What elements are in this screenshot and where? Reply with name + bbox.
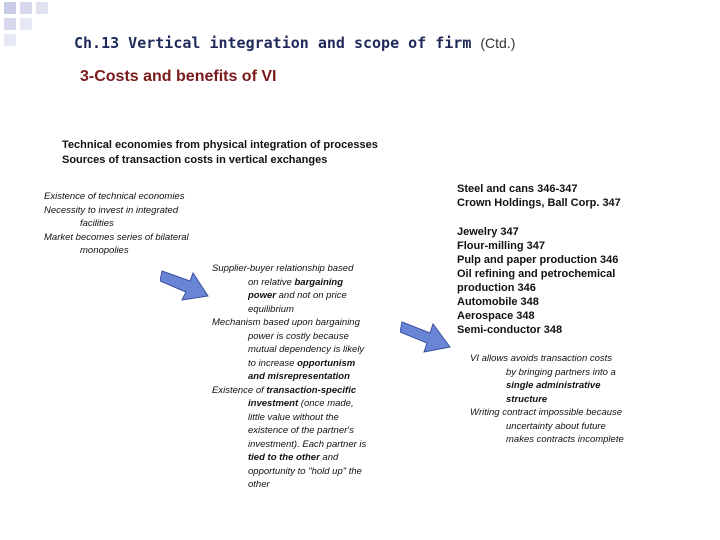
list-item: Automobile 348 — [457, 296, 539, 308]
text-run: transaction-specific — [266, 384, 357, 396]
text-line: little value without the — [248, 411, 339, 423]
list-item: production 346 — [457, 282, 536, 294]
arrow-icon — [160, 262, 210, 302]
text-line: Necessity to invest in integrated — [44, 204, 179, 216]
list-item: Flour-milling 347 — [457, 240, 546, 252]
text-line: Market becomes series of bilateral — [44, 231, 189, 243]
text-run: on relative — [248, 276, 295, 288]
text-line: power is costly because — [248, 330, 349, 342]
text-run: tied to the other — [248, 452, 320, 463]
text-run: investment — [248, 398, 299, 409]
technical-economies-block — [44, 190, 244, 258]
text-line — [212, 357, 392, 371]
text-line — [212, 451, 392, 465]
list-item: Crown Holdings, Ball Corp. 347 — [457, 197, 621, 209]
industry-examples-list — [457, 182, 687, 337]
text-line: structure — [506, 393, 548, 405]
text-run: and not on price — [275, 290, 347, 301]
page-title — [74, 34, 515, 52]
text-line: Supplier-buyer relationship based — [212, 263, 354, 274]
list-item: Pulp and paper production 346 — [457, 254, 619, 266]
text-line — [212, 289, 392, 303]
list-item: Jewelry 347 — [457, 226, 519, 238]
text-line: opportunity to "hold up" the — [248, 465, 362, 477]
text-run: to increase — [248, 357, 298, 369]
text-run: Existence of — [212, 384, 267, 396]
text-line: facilities — [80, 218, 114, 229]
text-line: existence of the partner's — [248, 425, 354, 436]
corner-decoration — [0, 0, 60, 46]
text-run: power — [248, 290, 276, 301]
text-line: by bringing partners into a — [506, 366, 616, 378]
list-item: Steel and cans 346-347 — [457, 183, 578, 195]
intro-line: Sources of transaction costs in vertical exchanges — [62, 154, 328, 166]
list-item: Oil refining and petrochemical — [457, 268, 616, 280]
text-line: single administrative — [506, 380, 601, 391]
text-line: and misrepresentation — [248, 371, 350, 382]
text-line: makes contracts incomplete — [506, 434, 624, 445]
text-line: monopolies — [80, 245, 129, 256]
text-line: equilibrium — [248, 303, 294, 315]
text-line: investment). Each partner is — [248, 438, 367, 450]
text-line: mutual dependency is likely — [248, 344, 365, 355]
section-subtitle: 3-Costs and benefits of VI — [80, 68, 277, 85]
text-line: Mechanism based upon bargaining — [212, 317, 360, 328]
arrow-icon — [400, 312, 452, 354]
text-line: Writing contract impossible because — [470, 407, 623, 418]
text-run: and — [319, 452, 339, 463]
text-line: other — [248, 479, 270, 490]
text-line: Existence of technical economies — [44, 191, 185, 202]
text-run: opportunism — [297, 357, 356, 369]
text-line — [212, 384, 392, 398]
text-line: uncertainty about future — [506, 420, 606, 432]
list-item: Aerospace 348 — [457, 310, 535, 322]
intro-block — [62, 138, 378, 168]
transaction-costs-block — [212, 262, 392, 492]
list-item: Semi-conductor 348 — [457, 324, 563, 336]
title-suffix: (Ctd.) — [480, 35, 516, 51]
title-text: Ch.13 Vertical integration and scope of firm — [74, 34, 472, 52]
text-line — [212, 276, 392, 290]
vi-benefits-block — [470, 352, 650, 447]
text-run: bargaining — [294, 276, 344, 288]
intro-line: Technical economies from physical integration of processes — [62, 139, 378, 151]
text-run: (once made, — [298, 398, 354, 409]
text-line — [212, 397, 392, 411]
text-line: VI allows avoids transaction costs — [470, 353, 613, 364]
